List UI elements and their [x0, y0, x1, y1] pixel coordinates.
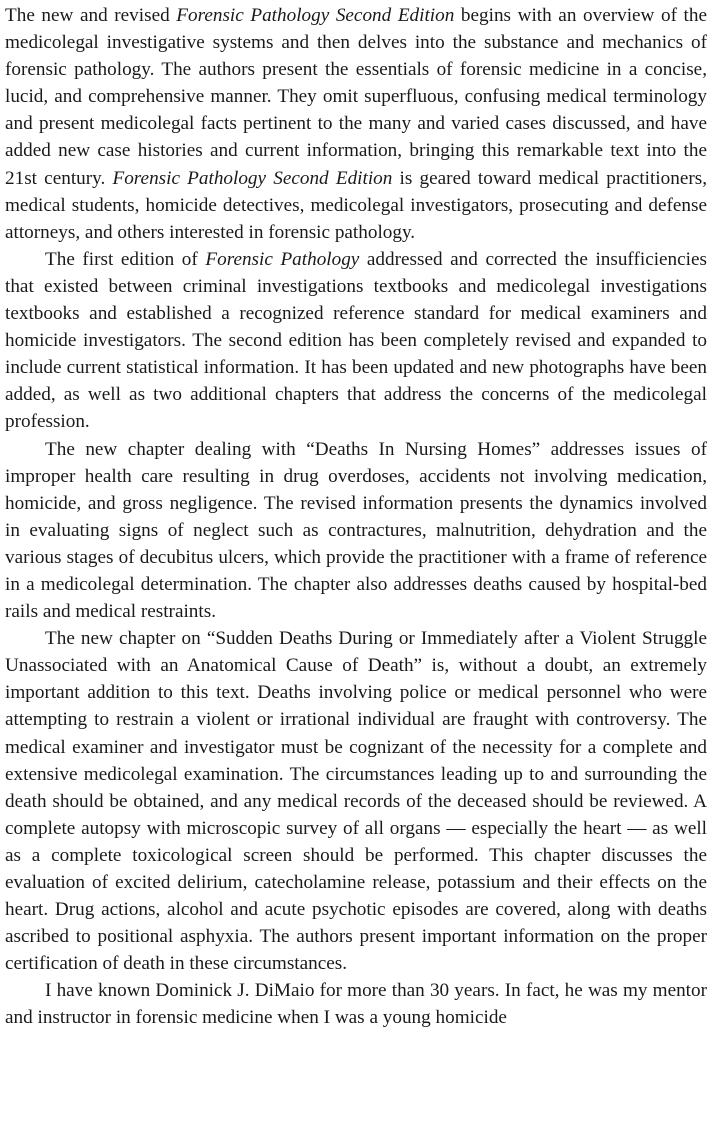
paragraph-4 [5, 625, 707, 977]
paragraph-3 [5, 436, 707, 626]
paragraph-2-segment-1: The first edition of [45, 248, 206, 270]
paragraph-4-segment-1: The new chapter on “Sudden Deaths During or Immediately after a Violent Struggle Unassociated with an Anatomical Cause of Death” is, without a doubt, an extremely important addition to this text. Deaths involving police or medical personnel who were attempting to restrain a violent or irrational individual are fraught with controversy. The medical examiner and investigator must be cognizant of the necessity for a complete and extensive medicolegal examination. The circumstances leading up to and surrounding the death should be obtained, and any medical records of the deceased should be reviewed. A complete autopsy with microscopic survey of all organs — especially the heart — as well as a complete toxicological screen should be performed. This chapter discusses the evaluation of excited delirium, catecholamine release, potassium and their effects on the heart. Drug actions, alcohol and acute psychotic episodes are covered, along with deaths ascribed to positional asphyxia. The authors present important information on the proper certification of death in these circumstances. [5, 628, 707, 975]
paragraph-1 [5, 2, 707, 246]
paragraph-2-book-title: Forensic Pathology [205, 248, 360, 270]
paragraph-5 [5, 977, 707, 1031]
paragraph-1-segment-1: The new and revised [5, 5, 177, 26]
paragraph-1-segment-5: is geared toward medical practitioners, medical students, homicide detectives, medicolegal investigators, prosecuting and defense attorneys, and others interested in forensic pathology. [5, 167, 707, 243]
paragraph-2 [5, 246, 707, 436]
paragraph-5-segment-1: I have known Dominick J. DiMaio for more than 30 years. In fact, he was my mentor and instructor in forensic medicine when I was a young homicide [5, 980, 707, 1029]
paragraph-1-book-title: Forensic Pathology Second Edition [176, 5, 455, 26]
paragraph-2-segment-3: addressed and corrected the insufficiencies that existed between criminal investigations textbooks and medicolegal investigations textbooks and established a recognized reference standard for medical examiners and homicide investigators. The second edition has been completely revised and expanded to include current statistical information. It has been updated and new photographs have been added, as well as two additional chapters that address the concerns of the medicolegal profession. [5, 248, 707, 433]
paragraph-1-segment-3: begins with an overview of the medicolegal investigative systems and then delves into the substance and mechanics of forensic pathology. The authors present the essentials of forensic medicine in a concise, lucid, and comprehensive manner. They omit superfluous, confusing medical terminology and present medicolegal facts pertinent to the many and varied cases discussed, and have added new case histories and current information, bringing this remarkable text into the 21st century. [5, 5, 708, 189]
paragraph-1-book-title-2: Forensic Pathology Second Edition [112, 167, 393, 189]
paragraph-3-segment-1: The new chapter dealing with “Deaths In Nursing Homes” addresses issues of improper health care resulting in drug overdoses, accidents not involving medication, homicide, and gross negligence. The revised information presents the dynamics involved in evaluating signs of neglect such as contractures, malnutrition, dehydration and the various stages of decubitus ulcers, which provide the practitioner with a frame of reference in a medicolegal determination. The chapter also addresses deaths caused by hospital-bed rails and medical restraints. [5, 438, 707, 623]
